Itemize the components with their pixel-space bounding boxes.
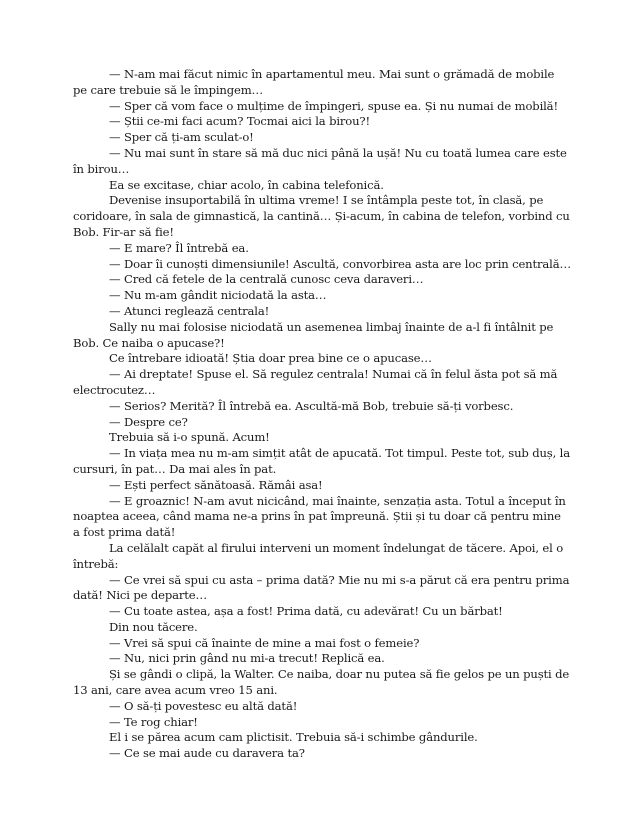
paragraph: — Sper că ți-am sculat-o! (109, 130, 254, 145)
paragraph: — Ce vrei să spui cu asta – prima dată? Mie nu mi s-a părut că era pentru prima dată! Nici pe departe… (73, 572, 570, 603)
paragraph: — Vrei să spui că înainte de mine a mai fost o femeie? (109, 635, 420, 650)
paragraph: — Nu m-am gândit niciodată la asta… (109, 288, 327, 303)
paragraph: Devenise insuportabilă în ultima vreme! I se întâmpla peste tot, în clasă, pe coridoare, în sala de gimnastică, la cantină… Și-acum, în cabina de telefon, vorbind cu Bob. Fir-ar să fie! (73, 193, 570, 239)
paragraph: — Nu, nici prin gând nu mi-a trecut! Replică ea. (109, 651, 385, 666)
document-page (73, 67, 571, 762)
paragraph: — In viața mea nu m-am simțit atât de apucată. Tot timpul. Peste tot, sub duș, la cursuri, în pat… Da mai ales în pat. (73, 446, 570, 476)
paragraph: Ea se excitase, chiar acolo, în cabina telefonică. (109, 177, 384, 192)
paragraph: — Cu toate astea, așa a fost! Prima dată, cu adevărat! Cu un bărbat! (109, 604, 503, 619)
paragraph: — Știi ce-mi faci acum? Tocmai aici la birou?! (109, 114, 371, 129)
paragraph: Din nou tăcere. (109, 619, 198, 634)
paragraph: — Doar îi cunoști dimensiunile! Ascultă, convorbirea asta are loc prin centrală… (109, 256, 571, 271)
paragraph: — Despre ce? (109, 414, 188, 429)
paragraph: — Atunci reglează centrala! (109, 303, 270, 318)
paragraph: La celălalt capăt al firului interveni un moment îndelungat de tăcere. Apoi, el o întrebă: (73, 540, 564, 571)
paragraph: El i se părea acum cam plictisit. Trebuia să-i schimbe gândurile. (109, 730, 478, 745)
paragraph: — Cred că fetele de la centrală cunosc ceva daraveri… (109, 272, 424, 287)
paragraph: — Te rog chiar! (109, 714, 198, 729)
paragraph: — Serios? Merită? Îl întrebă ea. Ascultă-mă Bob, trebuie să-ți vorbesc. (109, 398, 514, 413)
paragraph: — O să-ți povestesc eu altă dată! (109, 698, 298, 713)
paragraph: Sally nu mai folosise niciodată un asemenea limbaj înainte de a-l fi întâlnit pe Bob. Ce naiba o apucase?! (73, 319, 554, 350)
paragraph: — E groaznic! N-am avut nicicând, mai înainte, senzația asta. Totul a început în noaptea aceea, când mama ne-a prins în pat împreună. Știi și tu doar că pentru mine a fost prima dată! (73, 493, 566, 540)
paragraph: Trebuia să i-o spună. Acum! (109, 430, 270, 445)
paragraph: — Sper că vom face o mulțime de împingeri, spuse ea. Și nu numai de mobilă! (109, 98, 558, 113)
paragraph: Ce întrebare idioată! Știa doar prea bine ce o apucase… (109, 351, 432, 366)
paragraph: — Ce se mai aude cu daravera ta? (109, 746, 305, 761)
paragraph: — N-am mai făcut nimic în apartamentul meu. Mai sunt o grămadă de mobile pe care trebuie să le împingem… (73, 67, 555, 97)
paragraph: Și se gândi o clipă, la Walter. Ce naiba, doar nu putea să fie gelos pe un puști de 13 ani, care avea acum vreo 15 ani. (73, 667, 570, 698)
paragraph: — Ai dreptate! Spuse el. Să regulez centrala! Numai că în felul ăsta pot să mă electrocutez… (73, 367, 558, 397)
paragraph: — Ești perfect sănătoasă. Rămâi asa! (109, 477, 323, 492)
paragraph: — E mare? Îl întrebă ea. (109, 240, 249, 255)
paragraph: — Nu mai sunt în stare să mă duc nici până la ușă! Nu cu toată lumea care este în birou… (73, 145, 567, 176)
